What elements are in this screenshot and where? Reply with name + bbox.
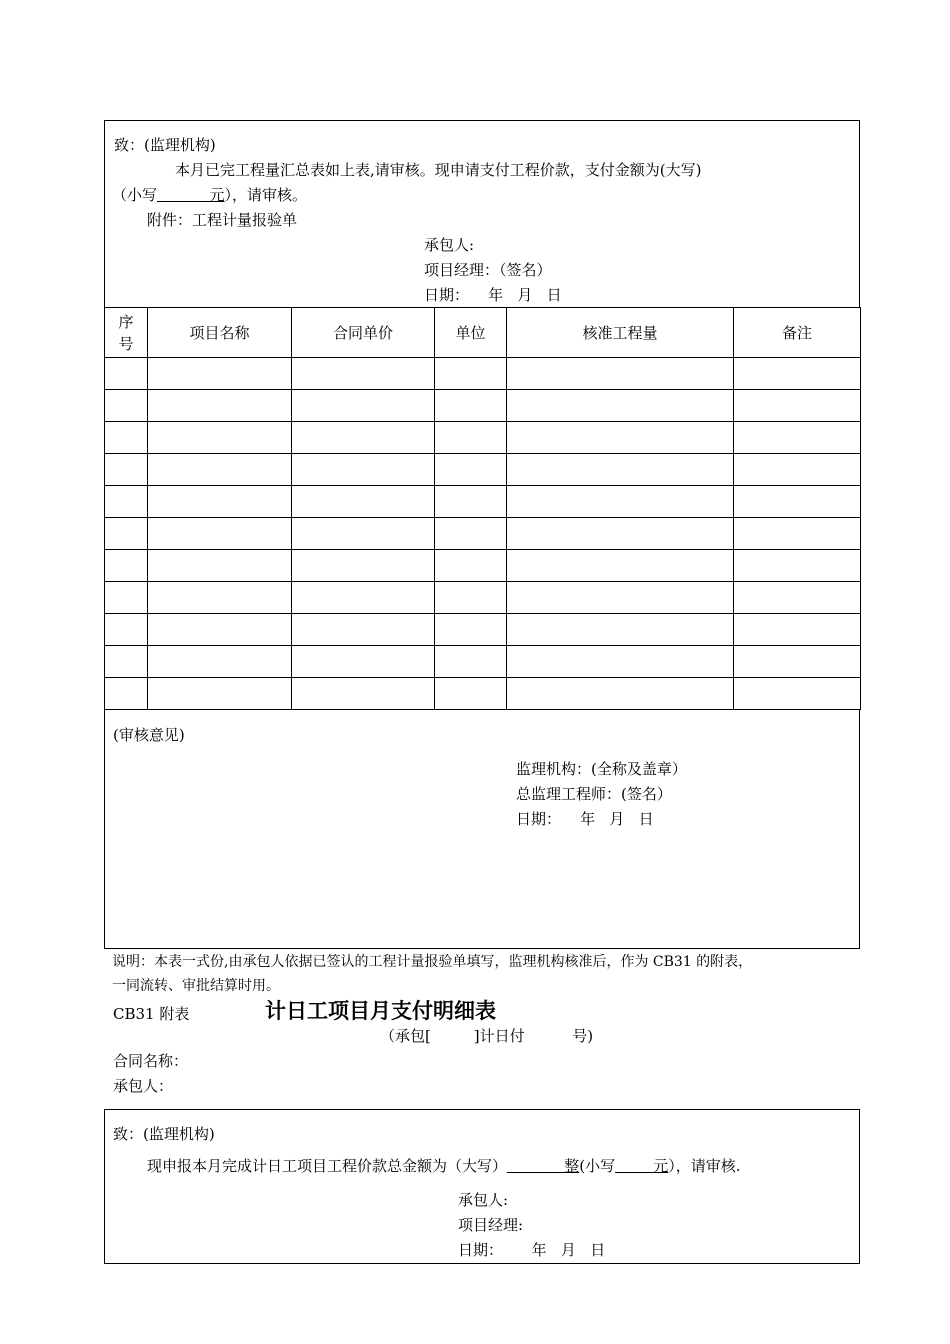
table-cell[interactable] <box>105 518 148 550</box>
table-cell[interactable] <box>734 454 861 486</box>
table-cell[interactable] <box>292 390 435 422</box>
table-cell[interactable] <box>292 550 435 582</box>
table-cell[interactable] <box>435 646 507 678</box>
table-cell[interactable] <box>734 614 861 646</box>
review-agency: 监理机构：(全称及盖章） <box>516 760 687 778</box>
table-cell[interactable] <box>105 422 148 454</box>
form2-contractor: 承包人: <box>458 1191 509 1209</box>
form2-title: 计日工项目月支付明细表 <box>265 999 496 1023</box>
table-header-row <box>105 308 861 358</box>
form1-amount-blank[interactable] <box>157 186 224 204</box>
form1-contractor: 承包人: <box>424 236 475 254</box>
table-cell[interactable] <box>734 518 861 550</box>
table-row <box>105 678 861 710</box>
form2-code: CB31 附表 <box>113 1005 190 1023</box>
table-cell[interactable] <box>148 582 292 614</box>
col-header-unit: 单位 <box>435 308 507 358</box>
form1-amount-prefix: （小写 <box>112 186 158 204</box>
table-row <box>105 454 861 486</box>
table-cell[interactable] <box>507 646 734 678</box>
table-cell[interactable] <box>292 582 435 614</box>
table-cell[interactable] <box>148 646 292 678</box>
form2-body-zheng: 整 <box>564 1157 580 1175</box>
table-cell[interactable] <box>292 646 435 678</box>
table-row <box>105 646 861 678</box>
table-cell[interactable] <box>148 422 292 454</box>
form2-date: 日期： 年 月 日 <box>458 1241 606 1259</box>
review-date: 日期： 年 月 日 <box>516 810 654 828</box>
table-cell[interactable] <box>507 678 734 710</box>
quantity-table <box>104 307 861 710</box>
table-row <box>105 614 861 646</box>
table-cell[interactable] <box>734 358 861 390</box>
table-cell[interactable] <box>105 550 148 582</box>
table-cell[interactable] <box>105 678 148 710</box>
table-cell[interactable] <box>148 518 292 550</box>
table-cell[interactable] <box>292 614 435 646</box>
review-heading: (审核意见) <box>113 726 185 744</box>
col-header-item-name: 项目名称 <box>148 308 292 358</box>
form2-to-line: 致：(监理机构) <box>113 1125 215 1143</box>
form2-body-prefix: 现申报本月完成计日工项目工程价款总金额为（大写） <box>147 1157 508 1175</box>
form1-amount-suffix: ），请审核。 <box>224 186 307 204</box>
table-row <box>105 486 861 518</box>
form2-amount-words-blank[interactable] <box>507 1157 579 1175</box>
form1-amount-line <box>112 185 307 205</box>
table-cell[interactable] <box>148 678 292 710</box>
table-cell[interactable] <box>435 550 507 582</box>
form1-manager: 项目经理：（签名） <box>424 261 552 279</box>
table-cell[interactable] <box>734 646 861 678</box>
table-cell[interactable] <box>435 582 507 614</box>
table-cell[interactable] <box>435 614 507 646</box>
table-cell[interactable] <box>292 454 435 486</box>
table-cell[interactable] <box>105 358 148 390</box>
table-cell[interactable] <box>435 454 507 486</box>
form1-attachment: 附件：工程计量报验单 <box>147 211 298 229</box>
form2-subtitle: （承包[ ]计日付 号) <box>380 1027 594 1045</box>
table-cell[interactable] <box>105 454 148 486</box>
col-header-seq-text: 序号 <box>118 312 134 353</box>
table-cell[interactable] <box>292 486 435 518</box>
table-row <box>105 422 861 454</box>
table-cell[interactable] <box>507 486 734 518</box>
table-cell[interactable] <box>105 486 148 518</box>
form1-to-line: 致：(监理机构) <box>114 136 216 154</box>
table-cell[interactable] <box>507 454 734 486</box>
table-cell[interactable] <box>734 550 861 582</box>
table-cell[interactable] <box>734 486 861 518</box>
table-cell[interactable] <box>292 518 435 550</box>
table-body <box>105 358 861 710</box>
col-header-approved-qty: 核准工程量 <box>507 308 734 358</box>
table-cell[interactable] <box>435 358 507 390</box>
form2-body-suffix: ），请审核. <box>668 1157 741 1175</box>
table-cell[interactable] <box>148 614 292 646</box>
table-cell[interactable] <box>292 422 435 454</box>
table-cell[interactable] <box>507 422 734 454</box>
form2-contractor-label: 承包人： <box>113 1077 174 1095</box>
table-cell[interactable] <box>734 678 861 710</box>
table-cell[interactable] <box>507 582 734 614</box>
col-header-unit-price: 合同单价 <box>292 308 435 358</box>
table-cell[interactable] <box>148 454 292 486</box>
table-cell[interactable] <box>148 390 292 422</box>
form2-manager: 项目经理: <box>458 1216 524 1234</box>
table-cell[interactable] <box>507 358 734 390</box>
table-cell[interactable] <box>292 678 435 710</box>
form2-contract-name: 合同名称： <box>113 1052 189 1070</box>
form2-amount-figure-blank[interactable] <box>615 1157 668 1175</box>
note-line-1: 说明：本表一式份,由承包人依据已签认的工程计量报验单填写，监理机构核准后，作为 CB31 的附表， <box>112 954 753 970</box>
table-row <box>105 550 861 582</box>
form2-body-yuan: 元 <box>653 1157 669 1175</box>
table-cell[interactable] <box>148 550 292 582</box>
table-cell[interactable] <box>148 358 292 390</box>
table-cell[interactable] <box>148 486 292 518</box>
form1-body-line: 本月已完工程量汇总表如上表,请审核。现申请支付工程价款，支付金额为(大写) <box>175 161 702 179</box>
review-box <box>104 709 860 949</box>
table-cell[interactable] <box>435 422 507 454</box>
form2-body-line <box>147 1156 741 1176</box>
table-cell[interactable] <box>435 678 507 710</box>
col-header-remarks: 备注 <box>734 308 861 358</box>
table-cell[interactable] <box>734 390 861 422</box>
table-cell[interactable] <box>435 486 507 518</box>
review-engineer: 总监理工程师：(签名） <box>516 785 672 803</box>
table-cell[interactable] <box>105 646 148 678</box>
col-header-seq <box>105 308 148 358</box>
form1-amount-unit: 元 <box>209 186 225 204</box>
table-cell[interactable] <box>292 358 435 390</box>
table-row <box>105 390 861 422</box>
table-cell[interactable] <box>435 518 507 550</box>
table-cell[interactable] <box>507 518 734 550</box>
table-cell[interactable] <box>734 582 861 614</box>
table-cell[interactable] <box>734 422 861 454</box>
table-row <box>105 582 861 614</box>
table-cell[interactable] <box>105 614 148 646</box>
table-cell[interactable] <box>105 390 148 422</box>
table-cell[interactable] <box>435 390 507 422</box>
form2-body-mid: (小写 <box>579 1157 616 1175</box>
table-cell[interactable] <box>105 582 148 614</box>
note-line-2: 一同流转、审批结算时用。 <box>112 978 280 994</box>
table-row <box>105 358 861 390</box>
table-cell[interactable] <box>507 614 734 646</box>
table-cell[interactable] <box>507 390 734 422</box>
table-row <box>105 518 861 550</box>
table-cell[interactable] <box>507 550 734 582</box>
form1-date: 日期： 年 月 日 <box>424 286 562 304</box>
